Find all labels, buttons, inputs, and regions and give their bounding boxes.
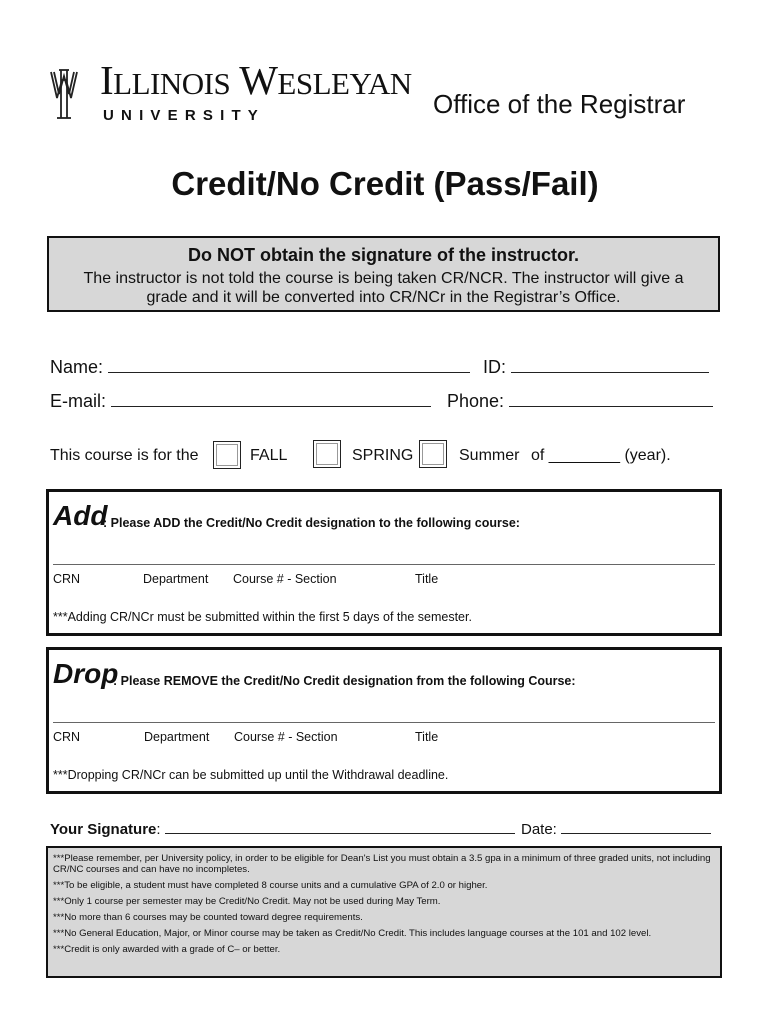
notice-heading: Do NOT obtain the signature of the instructor. (187, 245, 579, 265)
footnote: ***Credit is only awarded with a grade of C– or better. (53, 944, 281, 955)
year-field (531, 447, 671, 465)
phone-input-line[interactable] (509, 390, 713, 407)
drop-col-course-section: Course # - Section (234, 730, 338, 744)
name-field (50, 356, 470, 378)
footnote: ***No more than 6 courses may be counted toward degree requirements. (53, 912, 363, 923)
date-label: Date: (521, 821, 557, 838)
summer-checkbox[interactable] (419, 440, 447, 468)
add-description: : Please ADD the Credit/No Credit designation to the following course: (103, 516, 520, 530)
name-label: Name: (50, 357, 104, 377)
footnote: ***No General Education, Major, or Minor course may be taken as Credit/No Credit. This includes language courses at the 101 and 102 level. (53, 928, 652, 939)
add-col-title: Title (415, 572, 439, 586)
add-note: ***Adding CR/NCr must be submitted within the first 5 days of the semester. (53, 610, 472, 624)
instructor-notice (47, 236, 720, 312)
drop-col-crn: CRN (53, 730, 81, 744)
email-label: E-mail: (50, 391, 107, 411)
email-field (50, 390, 431, 412)
footnote: ***Only 1 course per semester may be Credit/No Credit. May not be used during May Term. (53, 896, 441, 907)
name-input-line[interactable] (108, 356, 470, 373)
drop-description: : Please REMOVE the Credit/No Credit designation from the following Course: (113, 674, 576, 688)
summer-label: Summer (459, 447, 520, 464)
drop-section (46, 647, 722, 794)
id-input-line[interactable] (511, 356, 709, 373)
date-input-line[interactable] (561, 820, 711, 834)
add-col-course-section: Course # - Section (233, 572, 337, 586)
signature-input-line[interactable] (165, 820, 515, 834)
drop-col-title: Title (415, 730, 439, 744)
id-field (483, 356, 709, 378)
email-input-line[interactable] (111, 390, 431, 407)
year-suffix: (year). (624, 447, 671, 464)
date-field (521, 820, 711, 838)
of-label: of (531, 447, 545, 464)
drop-course-entry-line[interactable] (53, 722, 715, 723)
drop-col-department: Department (144, 730, 210, 744)
id-label: ID: (483, 357, 507, 377)
signature-label: Your Signature (50, 821, 157, 838)
drop-title: Drop (53, 658, 119, 689)
fall-checkbox[interactable] (213, 441, 241, 469)
add-title: Add (53, 500, 108, 531)
phone-label: Phone: (447, 391, 505, 411)
university-name: ILLINOIS WESLEYAN (100, 57, 412, 103)
policy-footnotes (46, 846, 722, 978)
signature-field: Your Signature: (50, 820, 515, 838)
phone-field (447, 390, 713, 412)
university-subtitle: UNIVERSITY (103, 107, 266, 124)
drop-note: ***Dropping CR/NCr can be submitted up until the Withdrawal deadline. (53, 768, 449, 782)
add-section (46, 489, 722, 636)
notice-body: The instructor is not told the course is being taken CR/NCR. The instructor will give a grade and it will be converted into CR/NCr in the Registrar’s Office. (83, 270, 684, 306)
university-logo-mark (50, 68, 78, 120)
footnote: ***Please remember, per University policy, in order to be eligible for Dean's List you must obtain a 3.5 gpa in a minimum of three graded units, not including CR/NC courses and can have no incompletes. (53, 853, 711, 875)
spring-label: SPRING (352, 447, 414, 464)
add-col-crn: CRN (53, 572, 81, 586)
fall-label: FALL (250, 447, 288, 464)
spring-checkbox[interactable] (313, 440, 341, 468)
add-course-entry-line[interactable] (53, 564, 715, 565)
add-col-department: Department (143, 572, 209, 586)
term-prefix: This course is for the (50, 447, 199, 464)
form-title: Credit/No Credit (Pass/Fail) (171, 165, 599, 202)
footnote: ***To be eligible, a student must have completed 8 course units and a cumulative GPA of 2.0 or higher. (53, 880, 488, 891)
office-title: Office of the Registrar (433, 89, 686, 119)
year-input-line[interactable]: ________ (548, 447, 620, 464)
